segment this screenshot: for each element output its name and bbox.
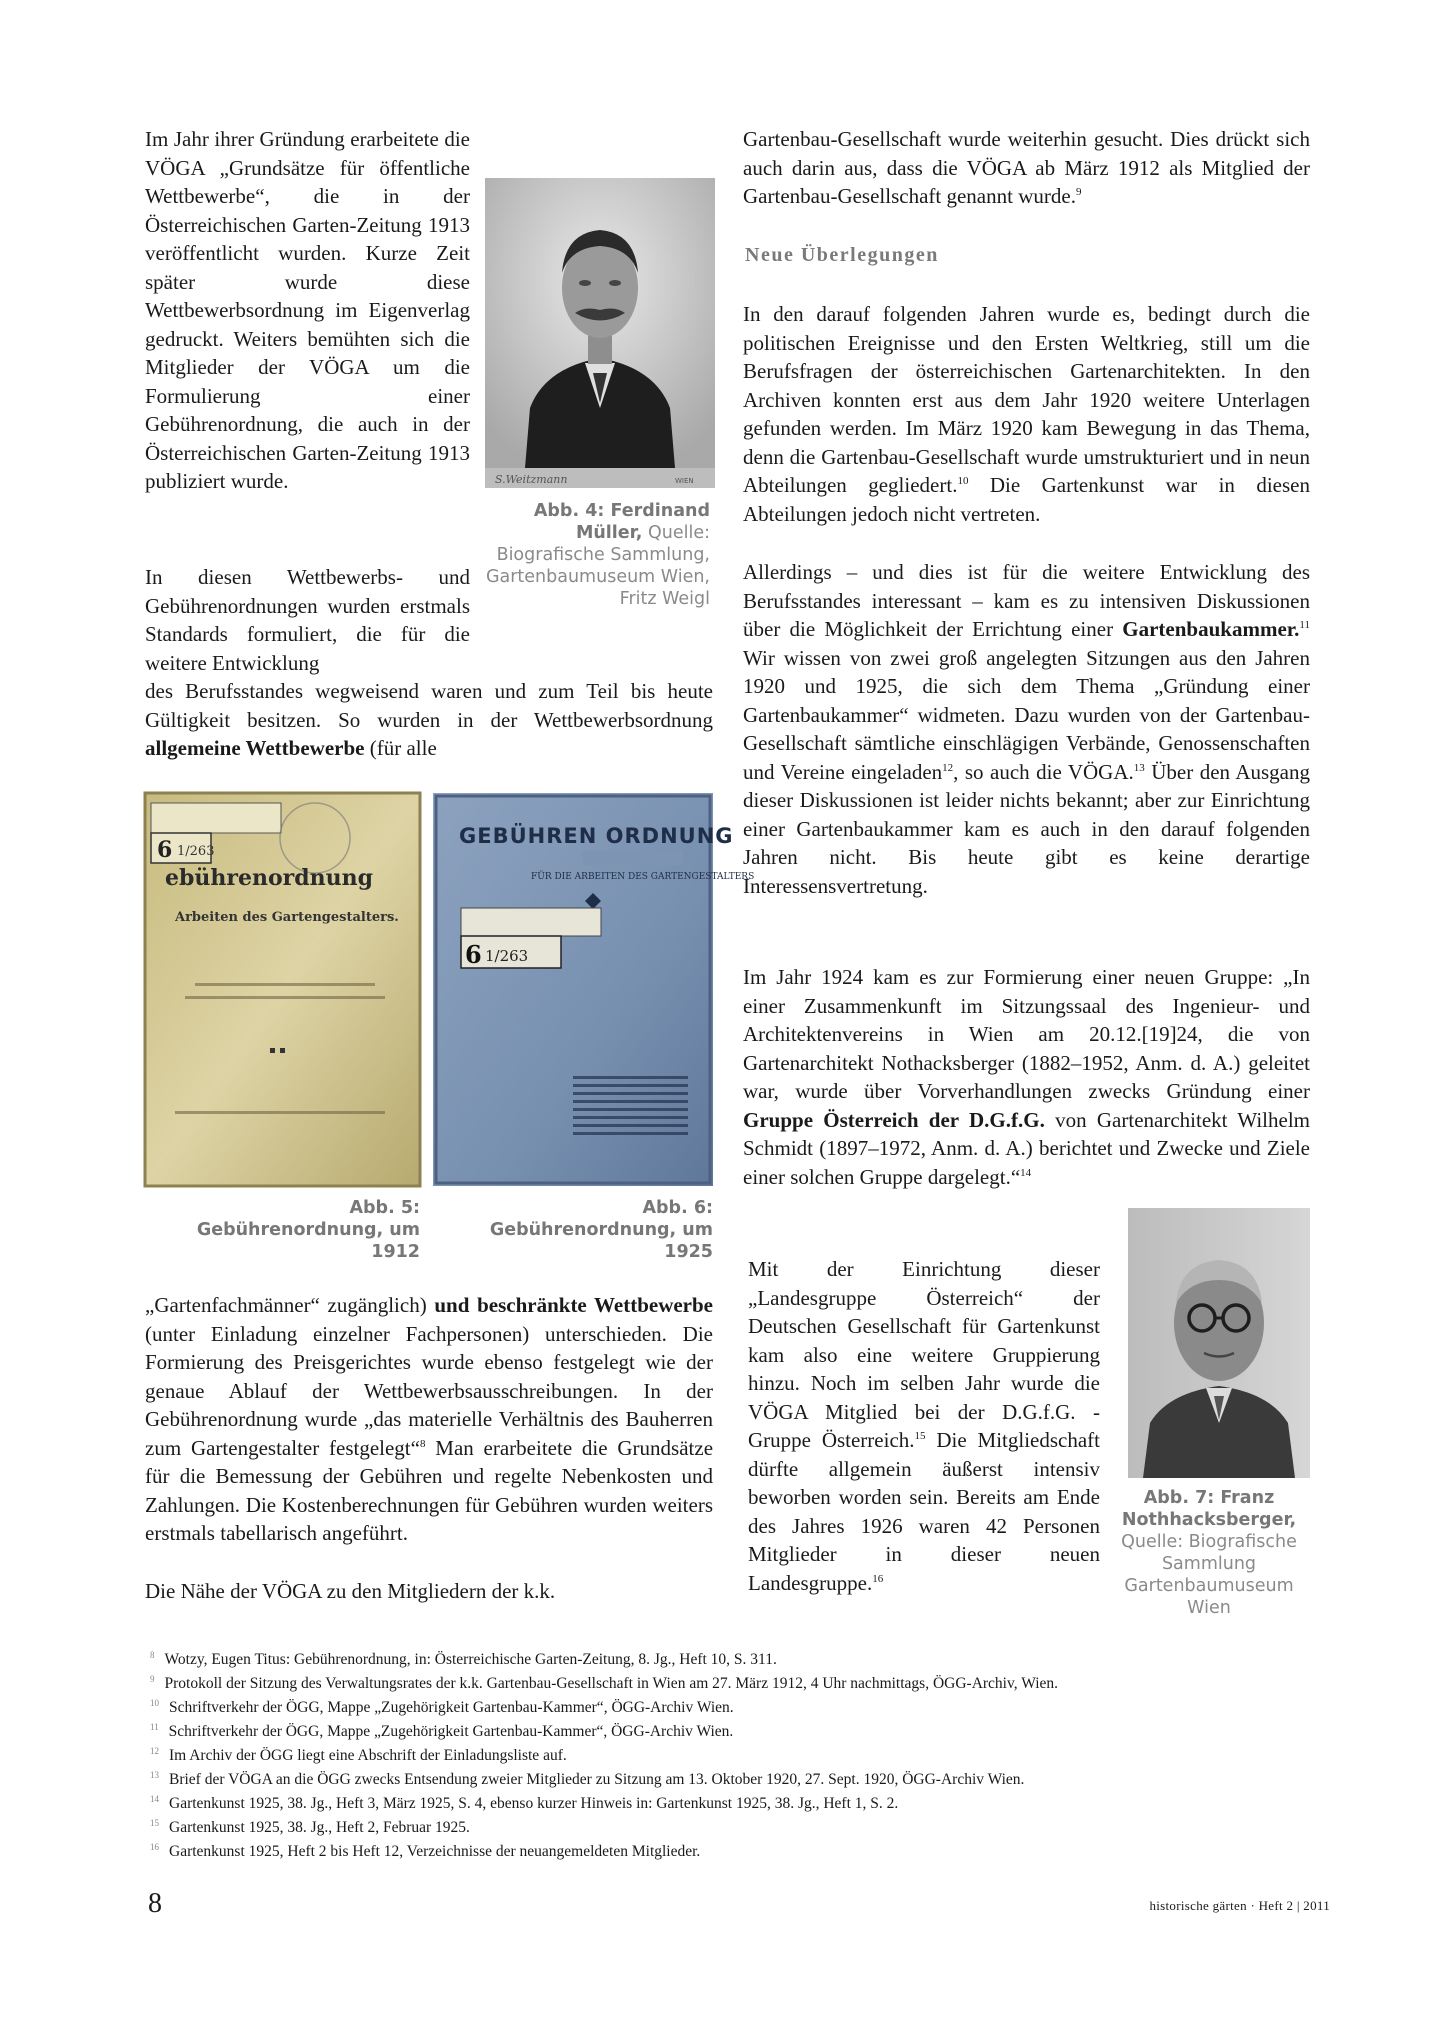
portrait-franz-nothhacksberger — [1128, 1208, 1310, 1478]
svg-text:6: 6 — [157, 837, 173, 863]
footnote-16: $^{16}$ Gartenkunst 1925, Heft 2 bis Heft 12, Verzeichnisse der neuangemeldeten Mitglieder. — [150, 1841, 701, 1860]
svg-text:FÜR DIE ARBEITEN DES GARTENGES: FÜR DIE ARBEITEN DES GARTENGESTALTERS — [531, 872, 755, 882]
caption-fig7: Abb. 7: Franz Nothhacksberger, Quelle: Biografische Sammlung Gartenbaumuseum Wien — [1121, 1488, 1297, 1618]
bold-allgemeine-wettbewerbe: allgemeine Wettbewerbe — [145, 736, 365, 760]
svg-text:S.Weitzmann: S.Weitzmann — [495, 473, 568, 486]
booklet-1912 — [145, 793, 420, 1186]
portrait-image — [485, 178, 715, 488]
left-paragraph-4: Die Nähe der VÖGA zu den Mitgliedern der k.k. — [145, 1579, 556, 1603]
caption-fig4-label: Abb. 4: Ferdinand Müller, — [533, 501, 710, 543]
footnote-14: $^{14}$ Gartenkunst 1925, 38. Jg., Heft 3, März 1925, S. 4, ebenso kurzer Hinweis in: Gartenkunst 1925, 38. Jg., Heft 1, S. 2. — [150, 1793, 899, 1812]
caption-fig6: Abb. 6: Gebührenordnung, um 1925 — [489, 1198, 713, 1262]
left-paragraph-2b: des Berufsstandes wegweisend waren und zum Teil bis heute Gültigkeit besitzen. So wurden in der Wettbewerbsordnung allgemeine Wettbewerbe (für alle — [145, 679, 713, 760]
right-paragraph-3: Allerdings – und dies ist für die weitere Entwicklung des Berufsstandes interessant – kam es zu intensiven Diskussionen über die Möglichkeit der Errichtung einer Gartenbaukammer.$^{11}$ Wir wissen von zwei groß angelegten Sitzungen aus den Jahren 1920 und 1925, die sich dem Thema „Gründung einer Gartenbaukammer“ widmeten. Dazu wurden von der Gartenbau-Gesellschaft sämtliche einschlägigen Verbände, Genossenschaften und Vereine eingeladen$^{12}$, so auch die VÖGA.$^{13}$ Über den Ausgang dieser Diskussionen ist leider nichts bekannt; aber zur Einrichtung einer Gartenbaukammer kam es auch in den darauf folgenden Jahren nicht. Bis heute gibt es keine derartige Interessensvertretung. — [743, 560, 1311, 898]
footnotes — [150, 1648, 1350, 1864]
right-paragraph-4: Im Jahr 1924 kam es zur Formierung einer neuen Gruppe: „In einer Zusammenkunft im Sitzungssaal des Ingenieur- und Architektenvereins in Wien am 20.12.[19]24, die von Gartenarchitekt Nothacksberger (1882–1952, Anm. d. A.) geleitet war, wurde über Vorverhandlungen zwecks Gründung einer Gruppe Österreich der D.G.f.G. von Gartenarchitekt Wilhelm Schmidt (1897–1972, Anm. d. A.) berichtet und Zwecke und Ziele einer solchen Gruppe dargelegt.“$^{14}$ — [743, 965, 1310, 1189]
portrait-ferdinand-mueller — [485, 178, 715, 488]
svg-text:WIEN: WIEN — [675, 477, 694, 485]
svg-text:1/263: 1/263 — [177, 844, 215, 859]
booklet-1925 — [433, 793, 755, 1186]
right-paragraph-2: In den darauf folgenden Jahren wurde es, bedingt durch die politischen Ereignisse und den Ersten Weltkrieg, still um die Berufsfragen der österreichischen Gartenarchitekten. In den Archiven konnten erst aus dem Jahr 1920 weitere Unterlagen gefunden werden. Im März 1920 kam Bewegung in das Thema, denn die Gartenbau-Gesellschaft wurde umstrukturiert und in neun Abteilungen gegliedert.$^{10}$ Die Gartenkunst war in diesen Abteilungen jedoch nicht vertreten. — [743, 302, 1310, 526]
right-paragraph-5: Mit der Einrichtung dieser „Landesgruppe Österreich“ der Deutschen Gesellschaft für Gartenkunst kam also eine weitere Gruppierung hinzu. Noch im selben Jahr wurde die VÖGA Mitglied bei der D.G.f.G. - Gruppe Österreich.$^{15}$ Die Mitgliedschaft dürfte allgemein äußerst intensiv beworben worden sein. Bereits am Ende des Jahres 1926 waren 42 Personen Mitglieder in dieser neuen Landesgruppe.$^{16}$ — [748, 1257, 1101, 1595]
svg-text:Arbeiten des Gartengestalters.: Arbeiten des Gartengestalters. — [175, 910, 399, 925]
svg-text:GEBÜHREN ORDNUNG: GEBÜHREN ORDNUNG — [459, 824, 734, 848]
caption-fig4-text: Quelle: Biografische Sammlung, Gartenbaumuseum Wien, Fritz Weigl — [485, 523, 710, 609]
left-paragraph-1: Im Jahr ihrer Gründung erarbeitete die VÖGA „Grundsätze für öffentliche Wettbewerbe“, die in der Österreichischen Garten-Zeitung 1913 veröffentlicht wurden. Kurze Zeit später wurde diese Wettbewerbsordnung im Eigenverlag gedruckt. Weiters bemühten sich die Mitglieder der VÖGA um die Formulierung einer Gebührenordnung, die auch in der Österreichischen Garten-Zeitung 1913 publiziert wurde. — [145, 127, 470, 493]
footnote-13: $^{13}$ Brief der VÖGA an die ÖGG zwecks Entsendung zweier Mitglieder zu Sitzung am 13. Oktober 1920, 27. Sept. 1920, ÖGG-Archiv Wien. — [150, 1769, 1025, 1788]
left-paragraph-2a: In diesen Wettbewerbs- und Gebührenordnungen wurden erstmals Standards formuliert, die für die weitere Entwicklung — [145, 565, 470, 675]
portrait-image — [1128, 1208, 1310, 1478]
section-heading: Neue Überlegungen — [745, 244, 939, 266]
footnote-9: $^9$ Protokoll der Sitzung des Verwaltungsrates der k.k. Gartenbau-Gesellschaft in Wien am 27. März 1912, 4 Uhr nachmittags, ÖGG-Archiv, Wien. — [150, 1673, 1059, 1692]
footnote-12: $^{12}$ Im Archiv der ÖGG liegt eine Abschrift der Einladungsliste auf. — [150, 1745, 567, 1764]
caption-fig4 — [470, 500, 710, 610]
footnote-15: $^{15}$ Gartenkunst 1925, 38. Jg., Heft 2, Februar 1925. — [150, 1817, 470, 1836]
svg-text:1/263: 1/263 — [485, 947, 529, 965]
right-paragraph-1: Gartenbau-Gesellschaft wurde weiterhin gesucht. Dies drückt sich auch darin aus, dass die VÖGA ab März 1912 als Mitglied der Gartenbau-Gesellschaft genannt wurde.$^9$ — [743, 127, 1310, 208]
footnote-11: $^{11}$ Schriftverkehr der ÖGG, Mappe „Zugehörigkeit Gartenbau-Kammer“, ÖGG-Archiv Wien. — [150, 1721, 734, 1740]
footnote-8: $^8$ Wotzy, Eugen Titus: Gebührenordnung, in: Österreichische Garten-Zeitung, 8. Jg., Heft 10, S. 311. — [150, 1649, 777, 1668]
page-number: 8 — [148, 1888, 162, 1919]
journal-footer: historische gärten · Heft 2 | 2011 — [1149, 1898, 1330, 1913]
left-paragraph-3: „Gartenfachmänner“ zugänglich) und beschränkte Wettbewerbe (unter Einladung einzelner Fachpersonen) unterschieden. Die Formierung des Preisgerichtes wurde ebenso festgelegt wie der genaue Ablauf der Wettbewerbsausschreibungen. In der Gebührenordnung wurde „das materielle Verhältnis des Bauherren zum Gartengestalter festgelegt“$^8$ Man erarbeitete die Grundsätze für die Bemessung der Gebühren und regelte Nebenkosten und Zahlungen. Die Kostenberechnungen für Gebühren wurden weiters erstmals tabellarisch angeführt. — [145, 1293, 714, 1545]
svg-text:6: 6 — [465, 940, 482, 969]
caption-fig5: Abb. 5: Gebührenordnung, um 1912 — [196, 1198, 420, 1262]
svg-text:ebührenordnung: ebührenordnung — [165, 865, 373, 891]
footnote-10: $^{10}$ Schriftverkehr der ÖGG, Mappe „Zugehörigkeit Gartenbau-Kammer“, ÖGG-Archiv Wien. — [150, 1697, 734, 1716]
